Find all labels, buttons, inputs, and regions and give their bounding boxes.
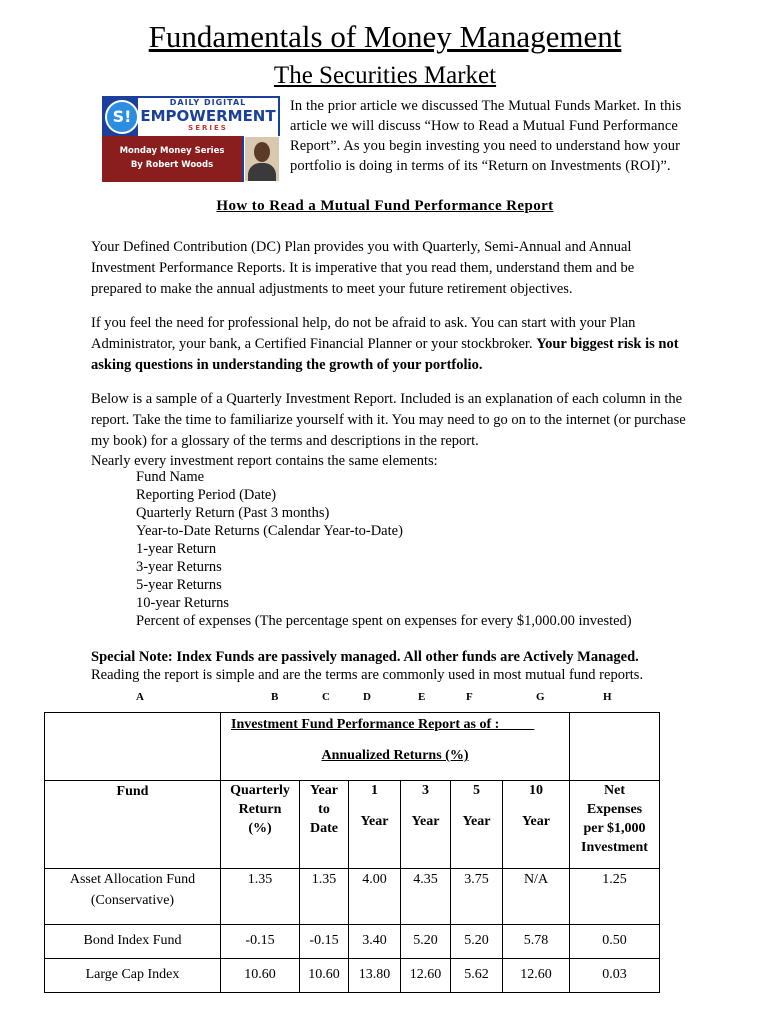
net-expenses-cell: 0.03: [570, 958, 660, 992]
fund-name-cell: Bond Index Fund: [45, 924, 221, 958]
year-10-cell: 5.78: [503, 924, 570, 958]
header-1-year: 1 Year: [349, 780, 401, 868]
header-ytd: Year to Date: [300, 780, 349, 868]
logo-series-name: Monday Money Series: [119, 146, 225, 156]
list-item: Quarterly Return (Past 3 months): [136, 505, 330, 521]
quarterly-cell: 1.35: [221, 868, 300, 924]
annualized-returns-label: Annualized Returns (%): [321, 748, 469, 763]
author-photo: [244, 136, 280, 182]
column-letter-g: G: [536, 691, 545, 703]
quarterly-cell: 10.60: [221, 958, 300, 992]
logo-line-1: DAILY DIGITAL: [169, 98, 247, 107]
section-heading: How to Read a Mutual Fund Performance Report: [216, 198, 554, 214]
header-net-expenses: Net Expenses per $1,000 Investment: [570, 780, 660, 868]
list-item: Percent of expenses (The percentage spent on expenses for every $1,000.00 invested): [136, 613, 632, 629]
paragraph-2: [91, 313, 687, 376]
person-shoulders-icon: [248, 163, 276, 181]
column-letter-e: E: [418, 691, 426, 703]
header-fund: Fund: [45, 780, 221, 868]
net-expenses-cell: 1.25: [570, 868, 660, 924]
report-date-blank: _____: [499, 717, 535, 732]
list-item: 1-year Return: [136, 541, 217, 557]
fund-name-cell: Asset Allocation Fund (Conservative): [45, 868, 221, 924]
header-5-year: 5 Year: [451, 780, 503, 868]
year-3-cell: 12.60: [401, 958, 451, 992]
header-quarterly: Quarterly Return (%): [221, 780, 300, 868]
paragraph-2-text: If you feel the need for professional help, do not be afraid to ask. You can start with your Plan Administrator, your bank, a Certified Financial Planner or your stockbroker.: [91, 315, 636, 352]
year-10-cell: N/A: [503, 868, 570, 924]
year-1-cell: 4.00: [349, 868, 401, 924]
ytd-cell: 10.60: [300, 958, 349, 992]
year-5-cell: 3.75: [451, 868, 503, 924]
page-subtitle: The Securities Market: [273, 62, 497, 89]
logo-author: By Robert Woods: [130, 160, 214, 170]
report-elements-list: [136, 468, 632, 630]
paragraph-1: Your Defined Contribution (DC) Plan provides you with Quarterly, Semi-Annual and Annual Investment Performance Reports. It is imperative that you read them, understand them and be prepared to make the annual adjustments to meet your future retirement objectives.: [91, 239, 635, 297]
year-5-cell: 5.20: [451, 924, 503, 958]
table-row: [45, 868, 660, 924]
year-1-cell: 3.40: [349, 924, 401, 958]
year-1-cell: 13.80: [349, 958, 401, 992]
quarterly-cell: -0.15: [221, 924, 300, 958]
paragraph-3-text: Below is a sample of a Quarterly Investment Report. Included is an explanation of each column in the report. Take the time to familiarize yourself with it. You may need to go on to the internet (or purchase my book) for a glossary of the terms and descriptions in the report.: [91, 391, 686, 449]
special-note: Special Note: Index Funds are passively managed. All other funds are Actively Managed.: [91, 649, 639, 665]
paragraph-3: [91, 389, 691, 470]
list-item: 10-year Returns: [136, 595, 230, 611]
column-letter-b: B: [271, 691, 279, 703]
table-row: [45, 924, 660, 958]
blank-corner-cell: [45, 713, 221, 781]
column-letter-a: A: [136, 691, 144, 703]
year-10-cell: 12.60: [503, 958, 570, 992]
paragraph-3-lead: Nearly every investment report contains the same elements:: [91, 453, 438, 469]
report-title-cell: [221, 713, 570, 780]
ytd-cell: 1.35: [300, 868, 349, 924]
report-title: Investment Fund Performance Report as of :: [231, 717, 500, 732]
table-header-row: [45, 780, 660, 868]
list-item: 3-year Returns: [136, 559, 222, 575]
column-letter-h: H: [603, 691, 612, 703]
logo-line-2: EMPOWERMENT: [140, 107, 276, 125]
list-item: Reporting Period (Date): [136, 487, 277, 503]
fund-name-cell: Large Cap Index: [45, 958, 221, 992]
table-row: [45, 958, 660, 992]
column-letter-c: C: [322, 691, 330, 703]
header-3-year: 3 Year: [401, 780, 451, 868]
table-title-row: [45, 713, 660, 780]
logo-line-3: SERIES: [188, 124, 228, 132]
net-expenses-cell: 0.50: [570, 924, 660, 958]
blank-right-cell: [570, 713, 660, 781]
series-logo: [102, 96, 280, 182]
list-item: 5-year Returns: [136, 577, 222, 593]
intro-text: In the prior article we discussed The Mutual Funds Market. In this article we will discuss “How to Read a Mutual Fund Performance Report”. As you begin investing you need to understand how your portfolio is doing in terms of its “Return on Investments (ROI)”.: [290, 98, 682, 174]
reading-note: Reading the report is simple and are the terms are commonly used in most mutual fund reports.: [91, 667, 644, 683]
s-badge-icon: S!: [105, 100, 139, 134]
column-letter-d: D: [363, 691, 371, 703]
year-5-cell: 5.62: [451, 958, 503, 992]
list-item: Fund Name: [136, 469, 205, 485]
year-3-cell: 5.20: [401, 924, 451, 958]
person-head-icon: [254, 142, 270, 162]
year-3-cell: 4.35: [401, 868, 451, 924]
list-item: Year-to-Date Returns (Calendar Year-to-Date): [136, 523, 403, 539]
page-title: Fundamentals of Money Management: [148, 19, 622, 54]
performance-report-table: [44, 712, 660, 993]
column-letter-f: F: [466, 691, 473, 703]
paragraph-2-bold: Your biggest risk is not asking questions in understanding the growth of your portfolio.: [91, 336, 679, 373]
ytd-cell: -0.15: [300, 924, 349, 958]
logo-band: [102, 136, 242, 182]
logo-header: [138, 98, 278, 136]
header-10-year: 10 Year: [503, 780, 570, 868]
